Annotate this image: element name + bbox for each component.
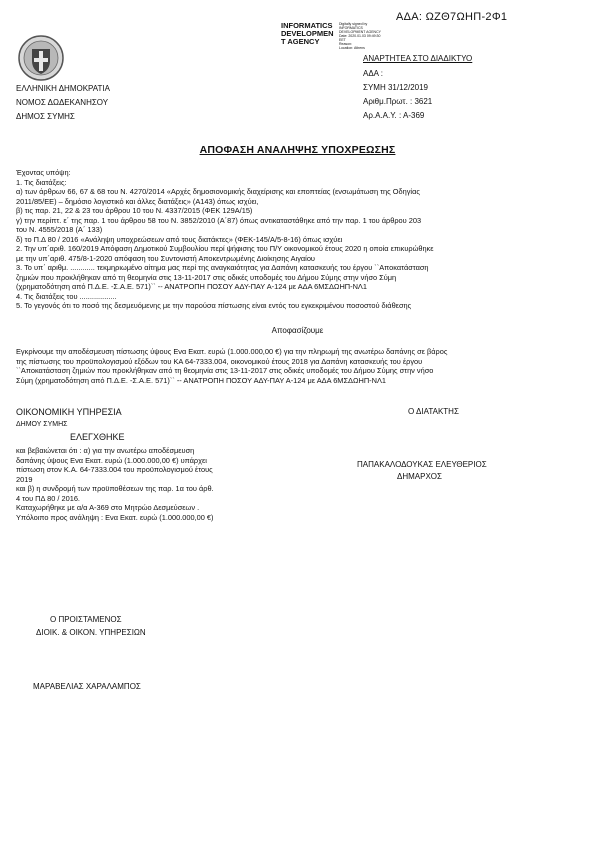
finance-line: 2019 [16, 474, 33, 484]
body-line: 2011/85/ΕΕ) – δημόσιο λογιστικό και άλλες διατάξεις» (Α143) όπως ισχύει, [16, 196, 259, 206]
ida-small-4: Date: 2020.01.03 09:49:30 [339, 34, 381, 38]
finance-line: 4 του ΠΔ 80 / 2016. [16, 493, 80, 503]
header-country: ΕΛΛΗΝΙΚΗ ΔΗΜΟΚΡΑΤΙΑ [16, 84, 110, 93]
head-title: Ο ΠΡΟΙΣΤΑΜΕΝΟΣ [50, 615, 122, 624]
body-line: με την υπ΄αριθ. 475/8-1-2020 απόφαση του Συντονιστή Αποκεντρωμένης Διοίκησης Αιγαίου [16, 253, 315, 263]
posted-online-label: ΑΝΑΡΤΗΤΕΑ ΣΤΟ ΔΙΑΔΙΚΤΥΟ [363, 54, 473, 63]
checked-label: ΕΛΕΓΧΘΗΚΕ [70, 432, 125, 442]
greek-emblem-icon [16, 33, 66, 83]
body-line: 2. Την υπ΄αριθ. 160/2019 Απόφαση Δημοτικού Συμβουλίου περί ψήφισης του Π/Υ οικονομικού έτους 2020 η οποία επικυρώθηκε [16, 244, 434, 253]
ida-line-3: T AGENCY [281, 37, 320, 46]
body-line: Έχοντας υπόψη: [16, 168, 71, 177]
header-prefecture: ΝΟΜΟΣ ΔΩΔΕΚΑΝΗΣΟΥ [16, 98, 109, 107]
finance-service-title: ΟΙΚΟΝΟΜΙΚΗ ΥΠΗΡΕΣΙΑ [16, 407, 122, 417]
approval-line: Εγκρίνουμε την αποδέσμευση πίστωσης ύψους Ενα Εκατ. ευρώ (1.000.000,00 €) για την πληρωμή της ανωτέρω δαπάνης σε βάρος [16, 347, 448, 356]
considerations-block [16, 168, 581, 311]
ida-small-5: EET [339, 38, 346, 42]
ida-line-2: DEVELOPMEN [281, 29, 334, 38]
orderer-title: Ο ΔΙΑΤΑΚΤΗΣ [408, 407, 459, 416]
ida-signature [281, 22, 334, 46]
finance-line: Καταχωρήθηκε με α/α Α-369 στο Μητρώο Δεσμεύσεων . [16, 503, 200, 512]
body-line: 3. Το υπ΄ αριθμ. ............ τεκμηριωμένο αίτημα μας περί της αναγκαιότητας για Δαπάνη κατασκευής του έργου ``Αποκατάσταση [16, 263, 429, 272]
ida-small-7: Location: Athens [339, 46, 365, 50]
body-line: 1. Τις διατάξεις: [16, 177, 67, 187]
body-line: α) των άρθρων 66, 67 & 68 του Ν. 4270/2014 «Αρχές δημοσιονομικής διαχείρισης και εποπτείας (ενσωμάτωση της Οδηγίας [16, 187, 420, 196]
document-date: ΣΥΜΗ 31/12/2019 [363, 83, 428, 92]
orderer-name: ΠΑΠΑΚΑΛΟΔΟΥΚΑΣ ΕΛΕΥΘΕΡΙΟΣ [357, 460, 487, 469]
finance-details [16, 446, 296, 522]
ida-small-6: Reason: [339, 42, 353, 46]
body-line: 4. Τις διατάξεις του .................. [16, 291, 117, 301]
ida-small-1: Digitally signed by [339, 22, 368, 26]
finance-service-subtitle: ΔΗΜΟΥ ΣΥΜΗΣ [16, 421, 68, 428]
finance-line: δαπάνης ύψους Ενα Εκατ. ευρώ (1.000.000,00 €) υπάρχει [16, 455, 207, 465]
header-municipality: ΔΗΜΟΣ ΣΥΜΗΣ [16, 112, 75, 121]
ada-label: ΑΔΑ : [363, 69, 384, 78]
finance-line: και β) η συνδρομή των προϋποθέσεων της παρ. 1α του άρθ. [16, 484, 214, 493]
head-name: ΜΑΡΑΒΕΛΙΑΣ ΧΑΡΑΛΑΜΠΟΣ [33, 682, 141, 691]
approval-line: ``Αποκατάσταση ζημιών που προκλήθηκαν από τη θεομηνία στις 13-11-2017 στις οδικές υποδομές του Δήμου Σύμης στην νήσο [16, 366, 434, 375]
finance-line: πίστωση στον Κ.Α. 64-7333.004 του προϋπολογισμού έτους [16, 465, 213, 474]
protocol-number: Αριθμ.Πρωτ. : 3621 [363, 97, 433, 106]
body-line: του Ν. 4555/2018 (Α΄ 133) [16, 225, 103, 234]
ida-small-3: DEVELOPMENT AGENCY [339, 30, 381, 34]
aay-number: Αρ.Α.Α.Υ. : Α-369 [363, 111, 425, 120]
approval-line: Σύμη (χρηματοδότηση από Π.Δ.Ε. -Σ.Α.Ε. 571)`` -- ΑΝΑΤΡΟΠΗ ΠΟΣΟΥ ΑΔΥ-ΠΑΥ Α-124 με ΑΔΑ 6ΜΣΔΩΗΠ-ΝΛ1 [16, 375, 387, 385]
ada-code: ΑΔΑ: ΩΖΘ7ΩΗΠ-2Φ1 [396, 11, 508, 23]
approval-line: της πίστωσης του προϋπολογισμού εξόδων του ΚΑ 64-7333.004, οικονομικού έτους 2018 για Δαπάνη κατασκευής του έργου [16, 356, 423, 366]
body-line: β) τις παρ. 21, 22 & 23 του άρθρου 10 του Ν. 4337/2015 (ΦΕΚ 129Α/15) [16, 206, 253, 215]
head-subtitle: ΔΙΟΙΚ. & ΟΙΚΟΝ. ΥΠΗΡΕΣΙΩΝ [36, 628, 146, 637]
body-line: 5. Το γεγονός ότι το ποσό της δεσμευόμενης με την παρούσα πίστωσης είναι εντός του εγκεκριμένου ποσοστού διάθεσης [16, 301, 412, 310]
body-line: γ) την περίπτ. ε΄ της παρ. 1 του άρθρου 58 του Ν. 3852/2010 (Α΄87) όπως αντικαταστάθηκε από την παρ. 1 του άρθρου 203 [16, 215, 422, 225]
ida-signature-details [339, 22, 381, 50]
ida-small-2: INFORMATICS [339, 26, 363, 30]
finance-line: και βεβαιώνεται ότι : α) για την ανωτέρω αποδέσμευση [16, 446, 195, 455]
body-line: (χρηματοδότηση από Π.Δ.Ε. -Σ.Α.Ε. 571)`` -- ΑΝΑΤΡΟΠΗ ΠΟΣΟΥ ΑΔΥ-ΠΑΥ Α-124 με ΑΔΑ 6ΜΣΔΩΗΠ-ΝΛ1 [16, 282, 367, 291]
orderer-role: ΔΗΜΑΡΧΟΣ [397, 472, 442, 481]
finance-line: Υπόλοιπο προς ανάληψη : Ενα Εκατ. ευρώ (1.000.000,00 €) [16, 512, 214, 522]
approval-block [16, 347, 586, 385]
body-line: δ) το Π.Δ 80 / 2016 «Ανάληψη υποχρεώσεων από τους διατάκτες» (ΦΕΚ-145/Α/5-8-16) όπως ισχύει [16, 234, 343, 244]
decide-heading: Αποφασίζουμε [271, 326, 324, 335]
document-title: ΑΠΟΦΑΣΗ ΑΝΑΛΗΨΗΣ ΥΠΟΧΡΕΩΣΗΣ [199, 144, 396, 156]
ida-line-1: INFORMATICS [281, 21, 333, 30]
body-line: ζημιών που προκλήθηκαν από τη θεομηνία στις 13-11-2017 στις οδικές υποδομές του Δήμου Σύμης στην νήσο Σύμη [16, 272, 397, 282]
